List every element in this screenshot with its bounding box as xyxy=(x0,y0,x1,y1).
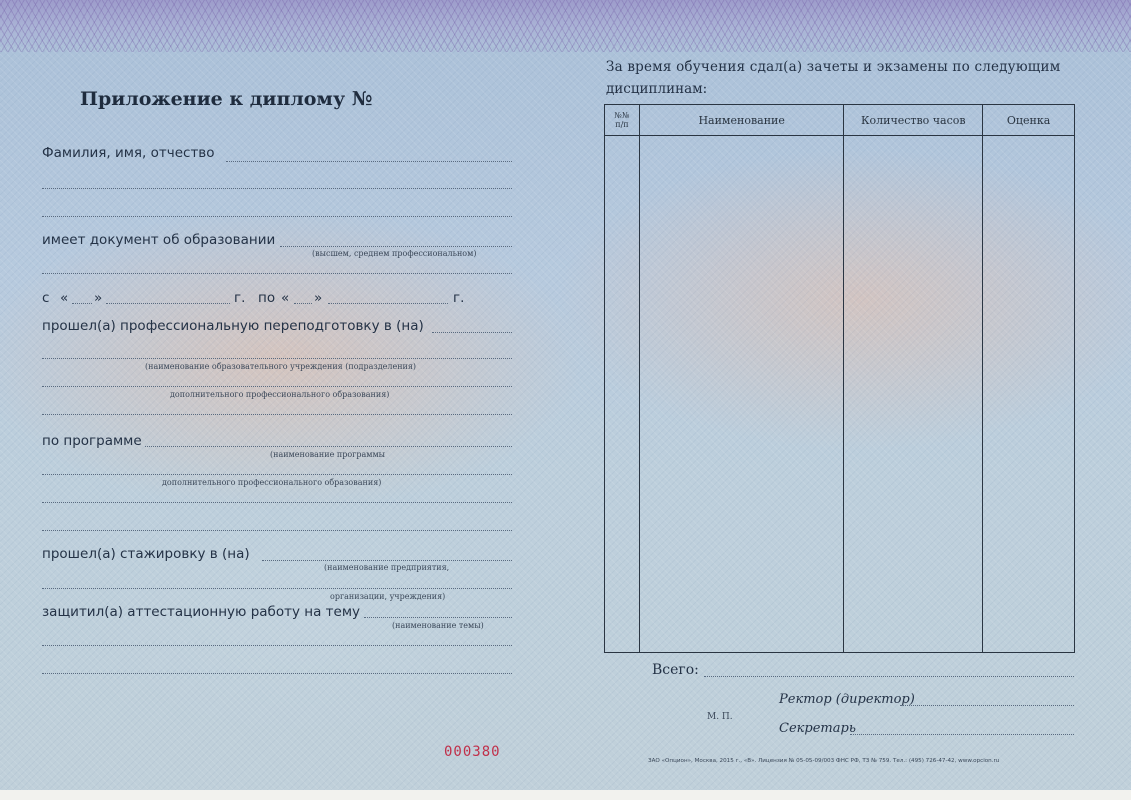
program-hint-1: (наименование программы xyxy=(270,450,386,459)
table-body-row[interactable] xyxy=(605,136,1075,653)
hours-column-cell[interactable] xyxy=(844,136,983,653)
date-close-quote-1: » xyxy=(94,290,103,306)
name-column-cell[interactable] xyxy=(639,136,844,653)
page-title: Приложение к диплому № xyxy=(80,88,373,110)
grade-column-cell[interactable] xyxy=(983,136,1075,653)
date-open-quote-1: « xyxy=(60,290,69,306)
fio-line-1[interactable] xyxy=(226,161,512,162)
rector-signature-label: Ректор (директор) xyxy=(779,692,915,707)
fio-line-3[interactable] xyxy=(42,216,512,217)
serial-number: 000380 xyxy=(444,744,501,760)
secretary-signature-label: Секретарь xyxy=(779,721,856,736)
month-to-field[interactable] xyxy=(328,303,448,304)
total-line[interactable] xyxy=(704,676,1074,677)
day-from-field[interactable] xyxy=(72,303,92,304)
retraining-line-1[interactable] xyxy=(432,332,512,333)
date-year-suffix-2: г. xyxy=(453,290,465,306)
col-grade-header: Оценка xyxy=(983,105,1075,136)
program-hint-2: дополнительного профессионального образования) xyxy=(162,478,382,487)
retraining-line-2[interactable] xyxy=(42,358,512,359)
stamp-place: М. П. xyxy=(707,712,733,722)
internship-label: прошел(а) стажировку в (на) xyxy=(42,546,250,562)
retraining-line-4[interactable] xyxy=(42,414,512,415)
date-from-label: с xyxy=(42,290,50,306)
edu-doc-line-2[interactable] xyxy=(42,273,512,274)
col-number-header xyxy=(605,105,640,136)
edu-doc-line[interactable] xyxy=(280,246,512,247)
date-year-suffix-1: г. xyxy=(234,290,246,306)
date-close-quote-2: » xyxy=(314,290,323,306)
thesis-line-3[interactable] xyxy=(42,673,512,674)
program-label: по программе xyxy=(42,433,142,449)
program-line-2[interactable] xyxy=(42,474,512,475)
retraining-hint-1: (наименование образовательного учреждения (подразделения) xyxy=(145,362,417,371)
disciplines-intro-line-2: дисциплинам: xyxy=(606,81,708,97)
program-line-1[interactable] xyxy=(145,446,512,447)
col-number-line-2: п/п xyxy=(615,120,629,129)
number-column-cell[interactable] xyxy=(605,136,640,653)
program-line-3[interactable] xyxy=(42,502,512,503)
fio-line-2[interactable] xyxy=(42,188,512,189)
rector-signature-line[interactable] xyxy=(900,705,1074,706)
internship-line-1[interactable] xyxy=(262,560,512,561)
retraining-label: прошел(а) профессиональную переподготовку в (на) xyxy=(42,318,424,334)
thesis-label: защитил(а) аттестационную работу на тему xyxy=(42,604,360,620)
thesis-line-1[interactable] xyxy=(364,617,512,618)
retraining-hint-2: дополнительного профессионального образования) xyxy=(170,390,390,399)
disciplines-table xyxy=(604,104,1075,653)
secretary-signature-line[interactable] xyxy=(850,734,1074,735)
thesis-line-2[interactable] xyxy=(42,645,512,646)
thesis-hint: (наименование темы) xyxy=(392,621,484,630)
internship-line-2[interactable] xyxy=(42,588,512,589)
col-number-line-1: №№ xyxy=(614,111,630,120)
retraining-line-3[interactable] xyxy=(42,386,512,387)
date-open-quote-2: « xyxy=(281,290,290,306)
internship-hint-2: организации, учреждения) xyxy=(330,592,446,601)
total-label: Всего: xyxy=(652,662,699,678)
date-to-label: по xyxy=(258,290,276,306)
table-header-row xyxy=(605,105,1075,136)
fio-label: Фамилия, имя, отчество xyxy=(42,145,215,161)
day-to-field[interactable] xyxy=(294,303,312,304)
edu-doc-label: имеет документ об образовании xyxy=(42,232,276,248)
col-name-header: Наименование xyxy=(639,105,844,136)
scan-bottom-edge xyxy=(0,790,1131,800)
edu-doc-hint: (высшем, среднем профессиональном) xyxy=(312,249,477,258)
internship-hint-1: (наименование предприятия, xyxy=(324,563,450,572)
printer-imprint: ЗАО «Опцион», Москва, 2015 г., «В». Лицензия № 05-05-09/003 ФНС РФ, ТЗ № 759. Тел.: (495) 726-47-42, www.opcion.ru xyxy=(648,758,1000,764)
month-from-field[interactable] xyxy=(106,303,230,304)
col-hours-header: Количество часов xyxy=(844,105,983,136)
disciplines-intro-line-1: За время обучения сдал(а) зачеты и экзамены по следующим xyxy=(606,59,1061,75)
decorative-guilloche-border xyxy=(0,0,1131,52)
program-line-4[interactable] xyxy=(42,530,512,531)
